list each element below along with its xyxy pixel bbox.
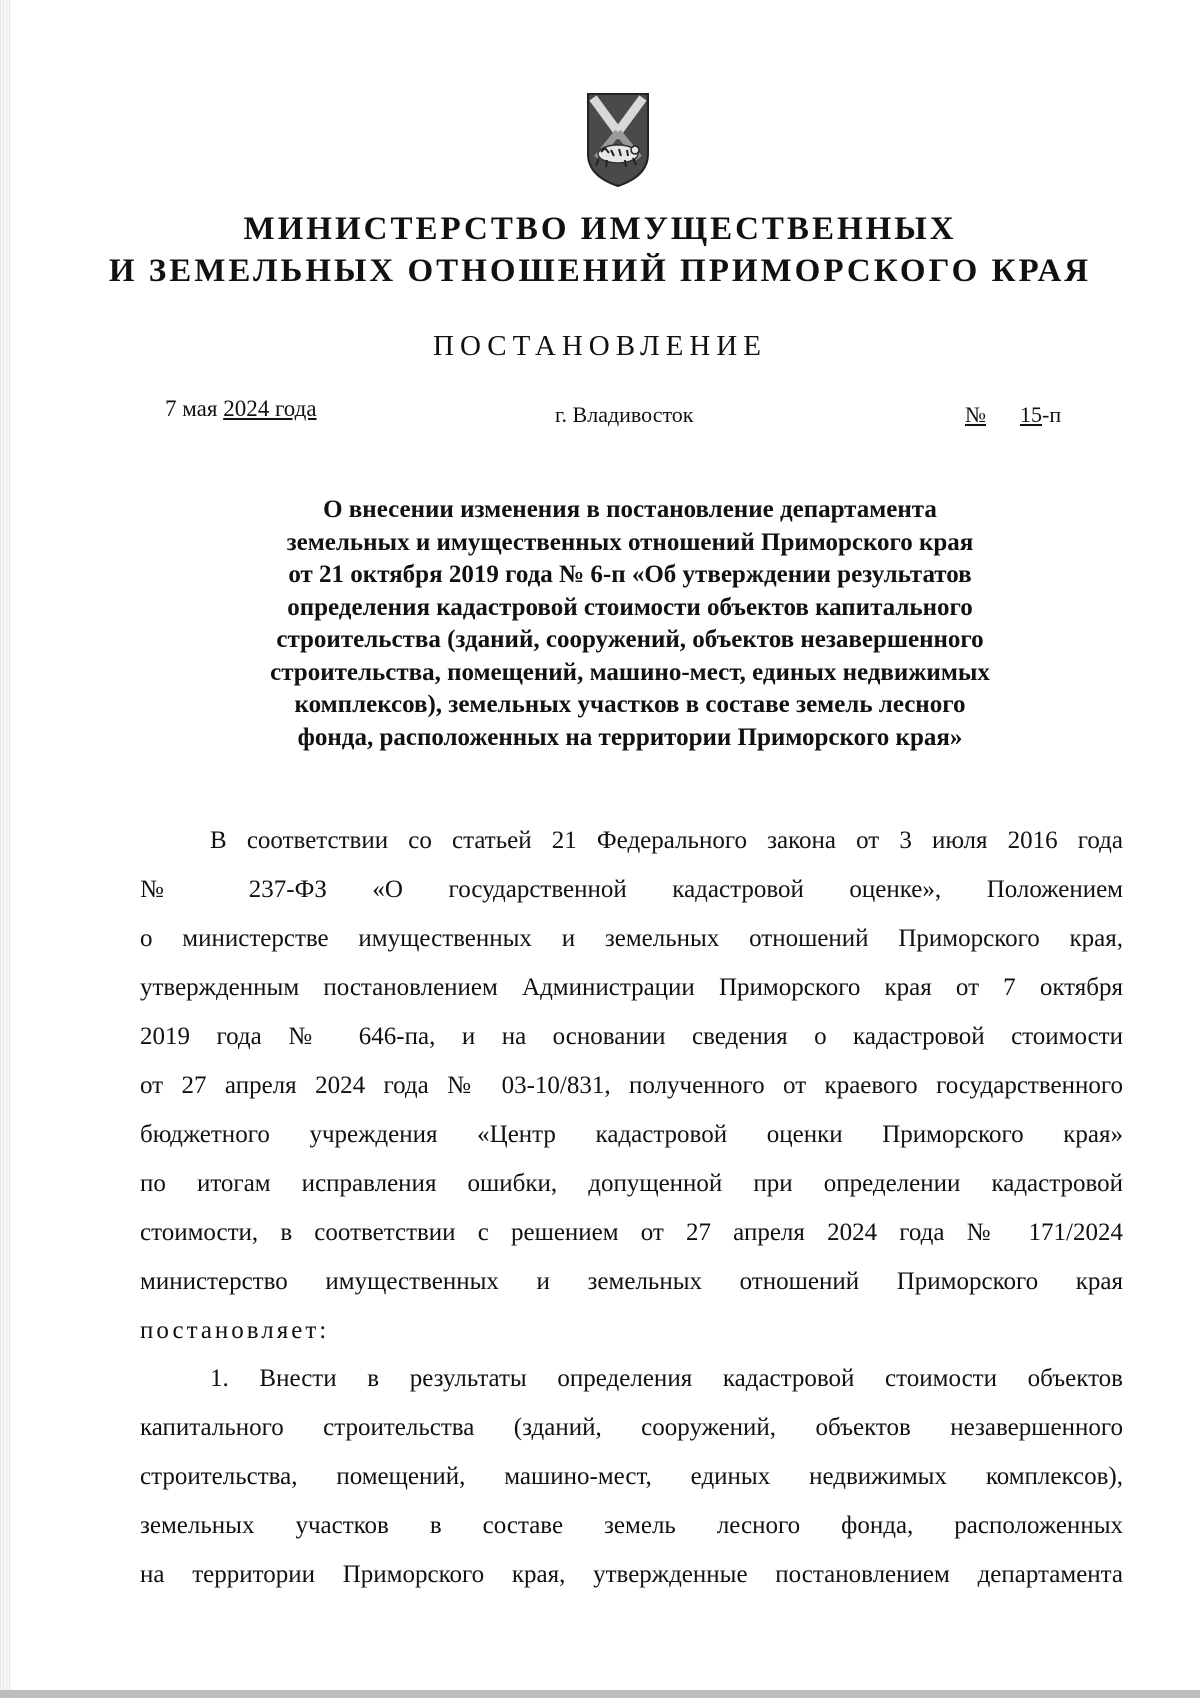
number-sign: № [965,402,986,427]
date-year: 2024 года [223,396,317,421]
subject-line: определения кадастровой стоимости объектов капитального [287,593,973,621]
ministry-title-line1: МИНИСТЕРСТВО ИМУЩЕСТВЕННЫХ [243,211,957,247]
paragraph-line: 1. Внести в результаты определения кадастровой стоимости объектов [210,1365,1123,1392]
preamble-paragraph [140,816,1123,1355]
paragraph-line: земельных участков в составе земель лесного фонда, расположенных [140,1512,1123,1539]
date-day: 7 мая [165,396,224,421]
subject-line: строительства (зданий, сооружений, объектов незавершенного [276,626,984,653]
subject-line: фонда, расположенных на территории Приморского края» [297,723,963,751]
number-value: 15 [1020,402,1042,427]
paragraph-line: о министерстве имущественных и земельных отношений Приморского края, [140,925,1123,952]
paragraph-line: 2019 года № 646-па, и на основании сведения о кадастровой стоимости [140,1023,1123,1050]
document-number [965,400,1061,430]
paragraph-line: № 237-ФЗ «О государственной кадастровой оценке», Положением [140,876,1123,903]
paragraph-line: капитального строительства (зданий, сооружений, объектов незавершенного [140,1414,1123,1441]
item-1-paragraph [140,1354,1123,1599]
number-suffix: -п [1042,402,1062,427]
scan-edge-bottom [0,1690,1200,1698]
paragraph-line: министерство имущественных и земельных отношений Приморского края [140,1268,1123,1295]
document-city: г. Владивосток [555,402,694,427]
subject-line: О внесении изменения в постановление департамента [323,496,937,523]
paragraph-line: бюджетного учреждения «Центр кадастровой оценки Приморского края» [140,1121,1123,1148]
paragraph-line: стоимости, в соответствии с решением от 27 апреля 2024 года № 171/2024 [140,1219,1123,1246]
paragraph-line: В соответствии со статьей 21 Федерального закона от 3 июля 2016 года [210,827,1123,854]
subject-line: строительства, помещений, машино-мест, единых недвижимых [270,658,990,686]
paragraph-line: от 27 апреля 2024 года № 03-10/831, полученного от краевого государственного [140,1072,1123,1099]
subject-line: земельных и имущественных отношений Приморского края [286,528,974,556]
paragraph-line: по итогам исправления ошибки, допущенной при определении кадастровой [140,1170,1123,1197]
paragraph-line: строительства, помещений, машино-мест, единых недвижимых комплексов), [140,1463,1123,1490]
document-date [165,394,445,424]
subject-line: от 21 октября 2019 года № 6-п «Об утверждении результатов [288,561,972,588]
coat-of-arms-emblem [585,92,651,190]
paragraph-line: постановляет: [140,1317,330,1344]
paragraph-line: утвержденным постановлением Администрации Приморского края от 7 октября [140,974,1123,1001]
paragraph-line: на территории Приморского края, утвержденные постановлением департамента [140,1561,1123,1588]
ministry-title-line2: И ЗЕМЕЛЬНЫХ ОТНОШЕНИЙ ПРИМОРСКОГО КРАЯ [108,253,1092,289]
document-type: ПОСТАНОВЛЕНИЕ [433,330,767,362]
subject-line: комплексов), земельных участков в составе земель лесного [294,691,966,718]
document-subject [190,494,1070,754]
